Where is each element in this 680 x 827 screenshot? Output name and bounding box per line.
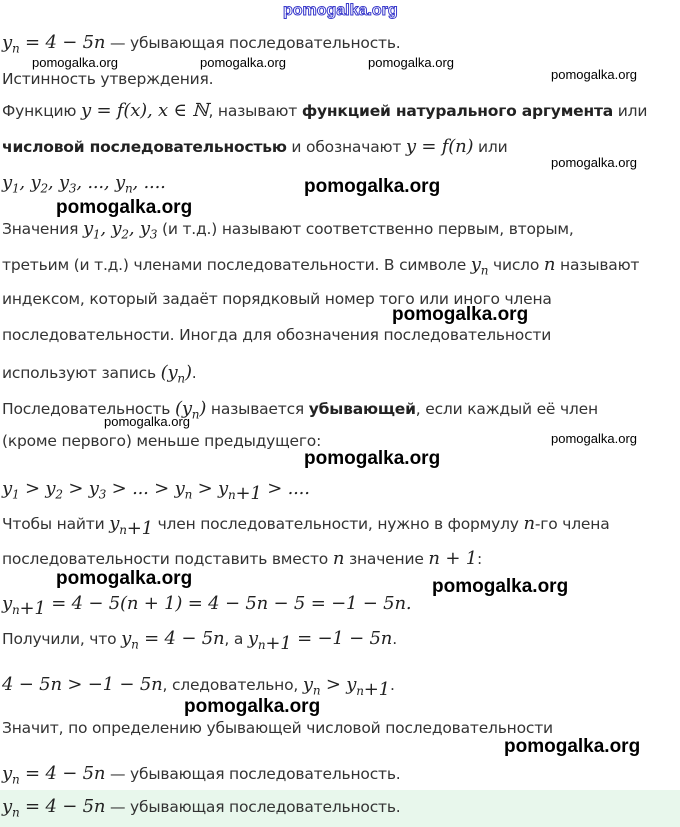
watermark: pomogalka.org	[368, 55, 454, 70]
line-index: индексом, который задаёт порядковый номер того или иного члена	[2, 290, 552, 308]
watermark: pomogalka.org	[32, 55, 118, 70]
formula-sequence-list: $y_1$, $y_2$, $y_3$, ..., $y_n$, ....	[2, 172, 166, 196]
line-truth: Истинность утверждения.	[2, 70, 214, 88]
watermark: pomogalka.org	[392, 304, 529, 325]
line-find-next-2: последовательности подставить вместо n значение n + 1:	[2, 548, 482, 569]
formula-y-fn: y = f(n)	[405, 136, 474, 157]
formula-answer: $y_n = 4 - 5n$	[2, 796, 106, 820]
watermark: pomogalka.org	[432, 576, 569, 597]
line-decreasing-def-1: Последовательность $(y_n)$ называется убывающей, если каждый её член	[2, 398, 598, 422]
line-notation: последовательности. Иногда для обозначения последовательности	[2, 326, 552, 344]
formula-yn-symbol: $y_n$	[470, 254, 489, 278]
line-statement: $y_n = 4 - 5n$ — убывающая последовательность.	[2, 32, 401, 56]
line-conclusion-intro: Значит, по определению убывающей числовой последовательности	[2, 719, 553, 737]
watermark: pomogalka.org	[551, 431, 637, 446]
line-definition-2: числовой последовательностью и обозначают y = f(n) или	[2, 136, 508, 157]
line-definition-1: Функцию y = f(x), x ∈ ℕ, называют функцией натурального аргумента или	[2, 100, 648, 121]
formula-yn1-eq: $y_{n+1} = -1 - 5n$	[247, 628, 393, 654]
answer-box	[0, 790, 680, 827]
line-substitution	[2, 593, 411, 619]
watermark: pomogalka.org	[56, 568, 193, 589]
formula-n-2: n	[523, 513, 535, 534]
line-conclusion: $y_n = 4 - 5n$ — убывающая последовательность.	[2, 763, 401, 787]
formula-paren-yn: $(y_n)$	[160, 362, 192, 386]
formula-yn-def: $y_n = 4 - 5n$	[2, 32, 106, 56]
line-values-2: третьим (и т.д.) членами последовательности. В символе $y_n$ число n называют	[2, 254, 640, 278]
watermark: pomogalka.org	[304, 448, 441, 469]
watermark: pomogalka.org	[304, 176, 441, 197]
formula-yn1-calc: $y_{n+1} = 4 - 5(n + 1) = 4 - 5n - 5 = -1 - 5n$.	[2, 593, 412, 619]
watermark: pomogalka.org	[184, 696, 321, 717]
formula-n-3: n	[332, 548, 345, 569]
formula-compare: 4 − 5n > −1 − 5n	[2, 674, 163, 695]
formula-yn-gt: $y_n > y_{n+1}$	[302, 674, 390, 700]
watermark: pomogalka.org	[56, 197, 193, 218]
line-inequality-chain	[2, 478, 310, 504]
answer-line: $y_n = 4 - 5n$ — убывающая последовательность.	[2, 796, 401, 820]
formula-paren-yn-2: $(y_n)$	[174, 398, 207, 422]
formula-n: n	[543, 254, 556, 275]
line-record: используют запись $(y_n)$.	[2, 362, 197, 386]
formula-y123: $y_1$, $y_2$, $y_3$	[82, 218, 158, 242]
watermark: pomogalka.org	[104, 414, 190, 429]
formula-yn-def-2: $y_n = 4 - 5n$	[2, 763, 106, 787]
formula-y-fx: y = f(x), x ∈ ℕ	[81, 100, 209, 121]
line-comparison: 4 − 5n > −1 − 5n, следовательно, $y_n > y_{n+1}$.	[2, 674, 395, 700]
formula-decreasing-chain: $y_1 > y_2 > y_3$ > ... > $y_n > y_{n+1}$ > ....	[2, 478, 310, 504]
line-values-1: Значения $y_1$, $y_2$, $y_3$ (и т.д.) называют соответственно первым, вторым,	[2, 218, 574, 242]
line-sequence-notation	[2, 172, 166, 196]
watermark: pomogalka.org	[200, 55, 286, 70]
formula-yn1: $y_{n+1}$	[109, 513, 153, 539]
line-obtained: Получили, что $y_n = 4 - 5n$, а $y_{n+1} = -1 - 5n$.	[2, 628, 397, 654]
formula-n-plus-1: n + 1	[428, 548, 477, 569]
line-find-next-1: Чтобы найти $y_{n+1}$ член последовательности, нужно в формулу n-го члена	[2, 513, 610, 539]
watermark: pomogalka.org	[551, 155, 637, 170]
formula-yn-eq: $y_n = 4 - 5n$	[121, 628, 225, 652]
watermark: pomogalka.org	[551, 67, 637, 82]
watermark-top: pomogalka.org	[283, 2, 398, 19]
watermark: pomogalka.org	[504, 736, 641, 757]
line-decreasing-def-2: (кроме первого) меньше предыдущего:	[2, 432, 322, 450]
